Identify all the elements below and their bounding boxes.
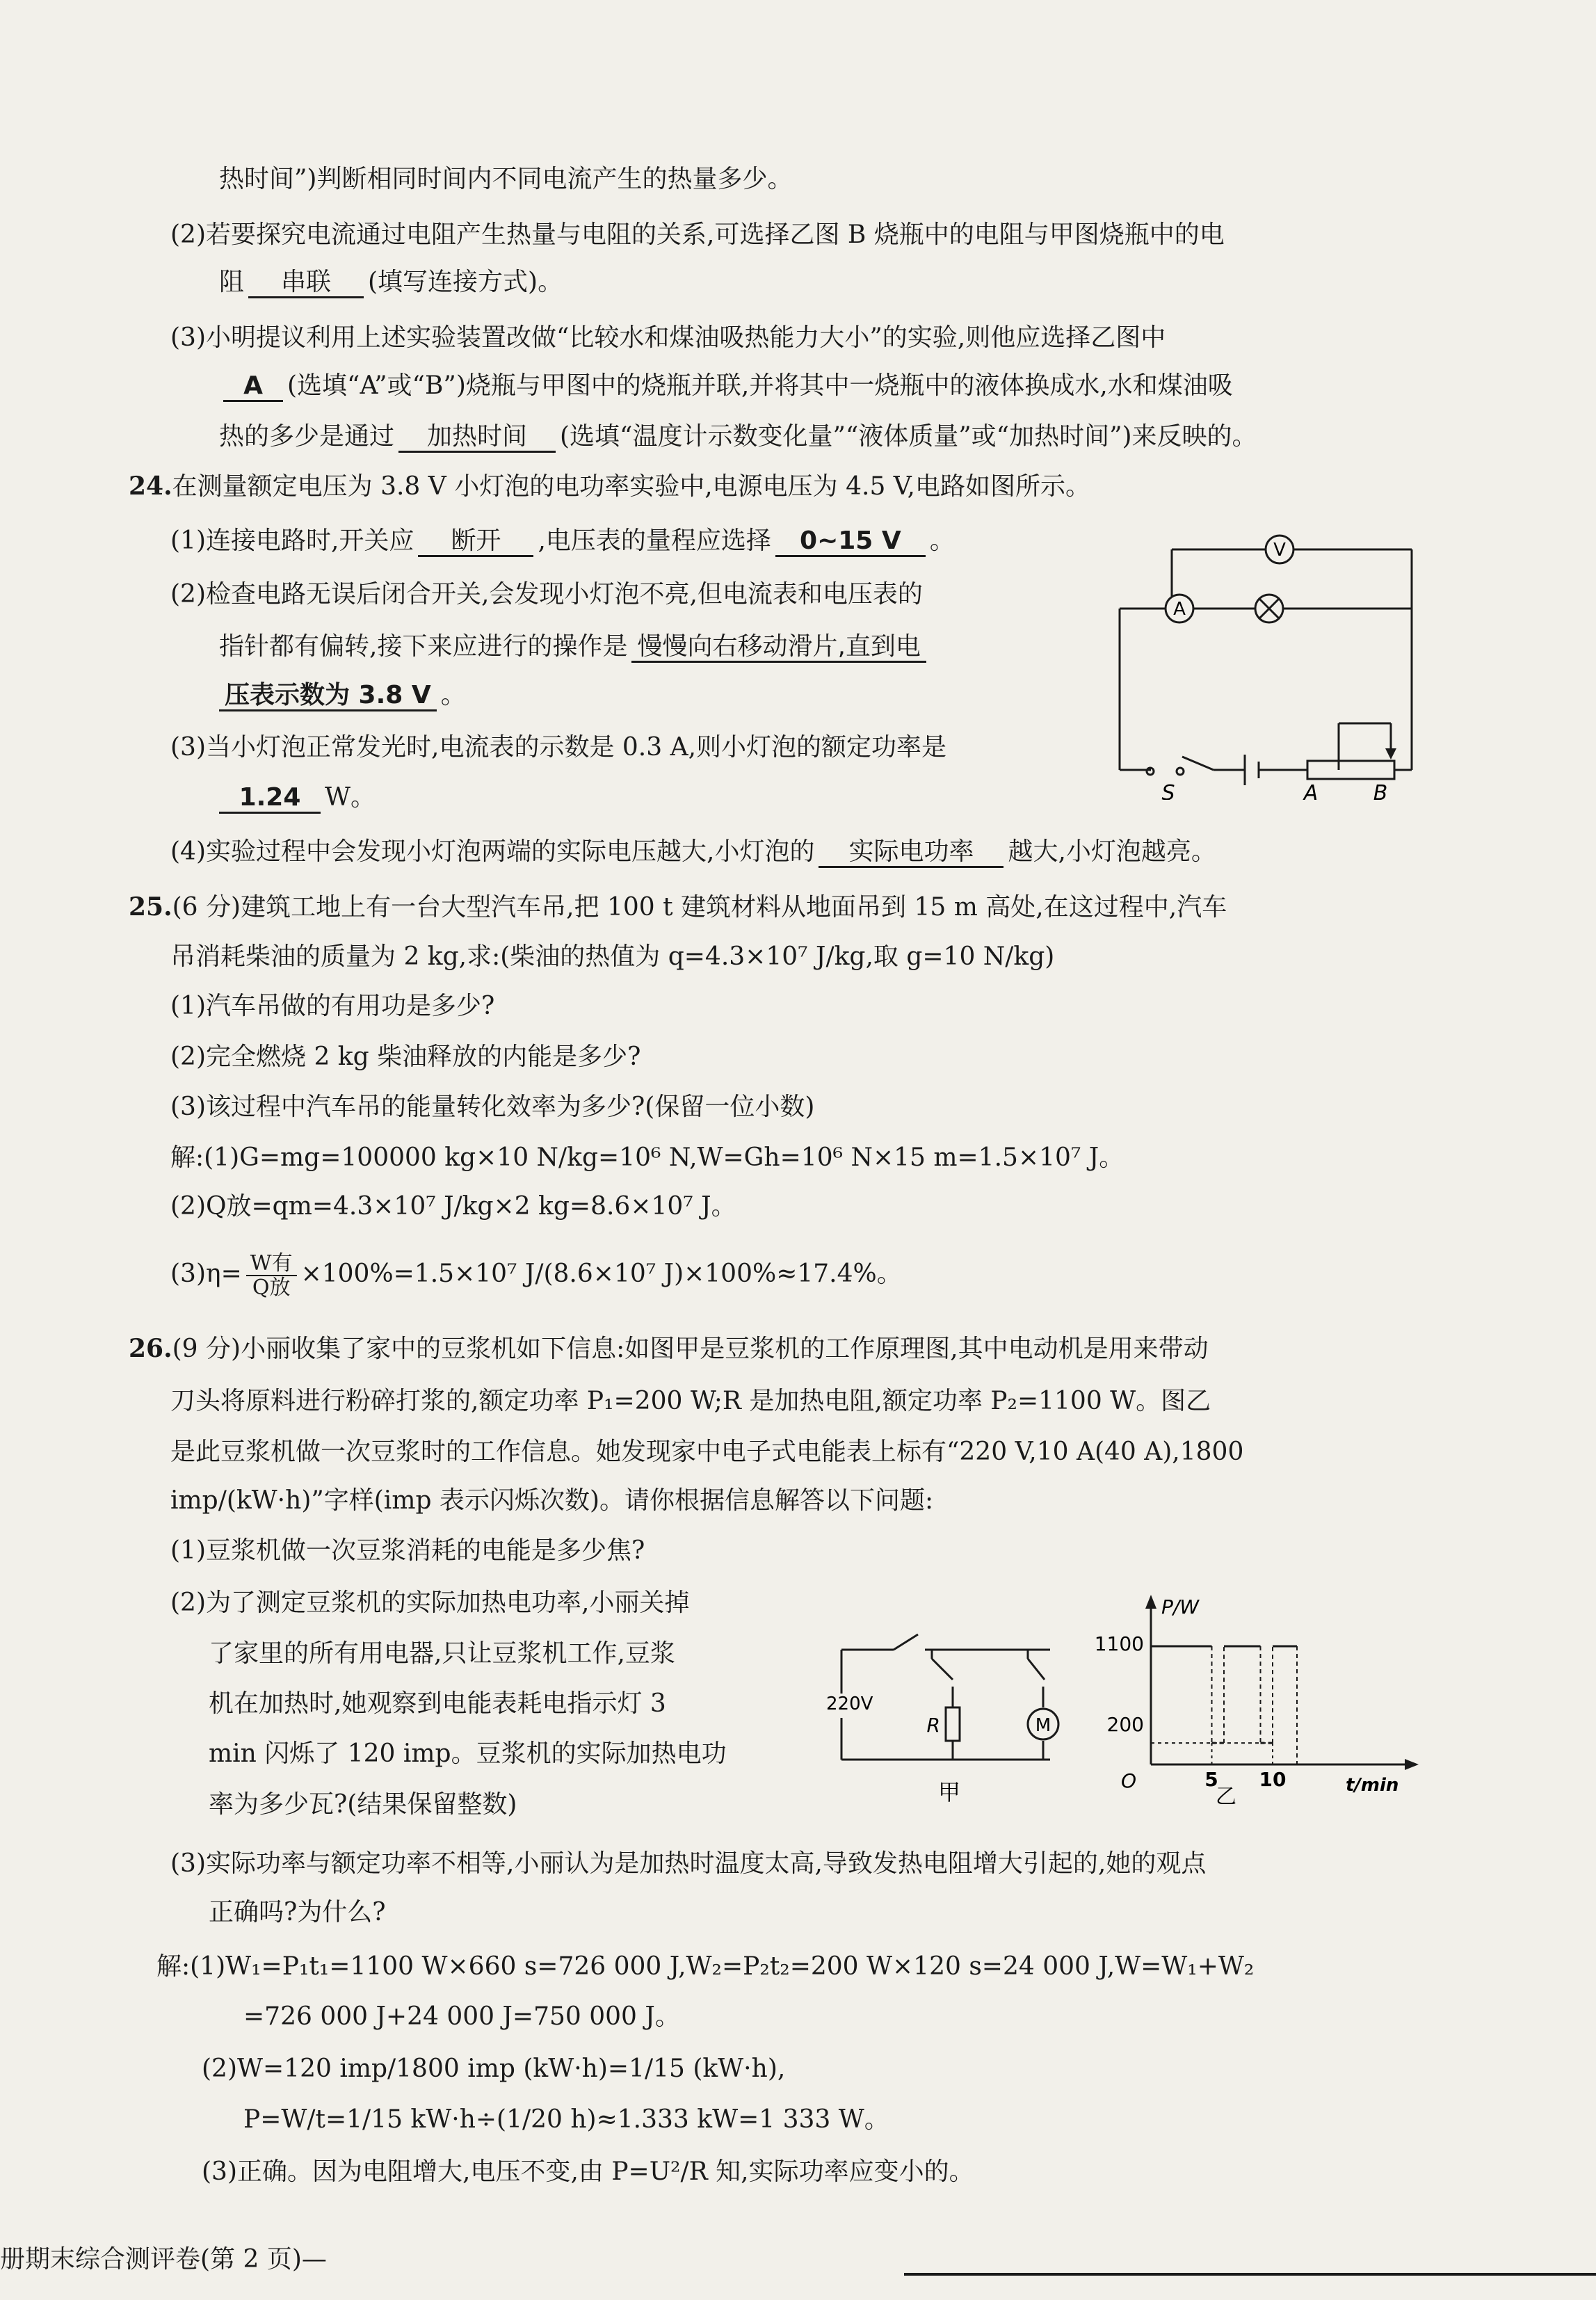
q24-part3b-post: W。 xyxy=(325,783,376,812)
motor-label: M xyxy=(1035,1715,1051,1736)
q26-part3b: 正确吗?为什么? xyxy=(209,1898,386,1927)
page-footer: 册期末综合测评卷(第 2 页)— xyxy=(0,2245,327,2274)
y-axis-label: P/W xyxy=(1161,1595,1200,1618)
x-tick-10: 10 xyxy=(1259,1768,1287,1791)
q24-part2b-pre: 指针都有偏转,接下来应进行的操作是 xyxy=(219,632,628,661)
q26-solution1a: 解:(1)W₁=P₁t₁=1100 W×660 s=726 000 J,W₂=P₂t₂=200 W×120 s=24 000 J,W=W₁+W₂ xyxy=(156,1952,1255,1981)
q23-part3c-pre: 热的多少是通过 xyxy=(219,422,395,451)
q24-part1 xyxy=(170,527,955,557)
q26-stem1 xyxy=(129,1335,1209,1363)
q23-answer-series: 串联 xyxy=(248,268,364,298)
q24-part2c xyxy=(219,682,466,711)
footer-rule xyxy=(904,2273,1596,2276)
q25-solution3-pre: (3)η= xyxy=(170,1260,242,1288)
q24-part3a: (3)当小灯泡正常发光时,电流表的示数是 0.3 A,则小灯泡的额定功率是 xyxy=(170,733,947,762)
q24-answer-range: 0~15 V xyxy=(775,527,926,557)
y-tick-200: 200 xyxy=(1106,1713,1144,1736)
q25-part3: (3)该过程中汽车吊的能量转化效率为多少?(保留一位小数) xyxy=(170,1093,815,1121)
q24-answer-actual-power: 实际电功率 xyxy=(819,838,1003,868)
q26-stem2: 刀头将原料进行粉碎打浆的,额定功率 P₁=200 W;R 是加热电阻,额定功率 P₂=1100 W。图乙 xyxy=(170,1387,1211,1415)
q26-solution3: (3)正确。因为电阻增大,电压不变,由 P=U²/R 知,实际功率应变小的。 xyxy=(202,2157,974,2186)
fraction-numerator: W有 xyxy=(246,1252,297,1276)
q24-answer-operation-2: 压表示数为 3.8 V xyxy=(219,682,437,711)
resistor-label: R xyxy=(926,1714,940,1737)
x-axis-label: t/min xyxy=(1346,1775,1399,1796)
q24-part1-mid: ,电压表的量程应选择 xyxy=(538,526,771,555)
q25-solution2: (2)Q放=qm=4.3×10⁷ J/kg×2 kg=8.6×10⁷ J。 xyxy=(170,1192,736,1221)
q26-stem3: 是此豆浆机做一次豆浆时的工作信息。她发现家中电子式电能表上标有“220 V,10 A(40 A),1800 xyxy=(170,1438,1244,1466)
q26-part2a: (2)为了测定豆浆机的实际加热电功率,小丽关掉 xyxy=(170,1589,690,1617)
rheostat-end-a-label: A xyxy=(1303,781,1319,800)
x-axis-arrow xyxy=(1405,1759,1419,1770)
q25-part1: (1)汽车吊做的有用功是多少? xyxy=(170,992,495,1020)
figure-jia-caption: 甲 xyxy=(937,1779,961,1806)
origin-label: O xyxy=(1120,1769,1137,1792)
q24-answer-operation-1: 慢慢向右移动滑片,直到电 xyxy=(631,633,926,663)
ammeter-label: A xyxy=(1173,599,1186,620)
efficiency-fraction xyxy=(246,1252,297,1299)
q24-stem-text: 在测量额定电压为 3.8 V 小灯泡的电功率实验中,电源电压为 4.5 V,电路如图所示。 xyxy=(172,472,1090,501)
q23-part3a: (3)小明提议利用上述实验装置改做“比较水和煤油吸热能力大小”的实验,则他应选择乙图中 xyxy=(170,323,1166,352)
y-axis-arrow xyxy=(1145,1595,1156,1609)
q23-part2b-post: (填写连接方式)。 xyxy=(368,268,563,296)
q24-part2a: (2)检查电路无误后闭合开关,会发现小灯泡不亮,但电流表和电压表的 xyxy=(170,580,923,609)
q24-answer-power: 1.24 xyxy=(219,784,321,814)
q25-stem1-text: (6 分)建筑工地上有一台大型汽车吊,把 100 t 建筑材料从地面吊到 15 m 高处,在这过程中,汽车 xyxy=(172,893,1227,922)
voltage-label: 220V xyxy=(826,1694,873,1714)
q25-part2: (2)完全燃烧 2 kg 柴油释放的内能是多少? xyxy=(170,1043,641,1071)
q26-stem1-text: (9 分)小丽收集了家中的豆浆机如下信息:如图甲是豆浆机的工作原理图,其中电动机是用来带动 xyxy=(172,1335,1209,1363)
q25-solution3-post: ×100%=1.5×10⁷ J/(8.6×10⁷ J)×100%≈17.4%。 xyxy=(300,1260,902,1288)
q24-part4-post: 越大,小灯泡越亮。 xyxy=(1008,837,1216,866)
q24-part1-post: 。 xyxy=(929,526,955,555)
q23-part3b-post: (选填“A”或“B”)烧瓶与甲图中的烧瓶并联,并将其中一烧瓶中的液体换成水,水和煤油吸 xyxy=(287,371,1233,400)
q23-line1: 热时间”)判断相同时间内不同电流产生的热量多少。 xyxy=(219,165,793,193)
q24-part1-pre: (1)连接电路时,开关应 xyxy=(170,526,414,555)
q24-part4-pre: (4)实验过程中会发现小灯泡两端的实际电压越大,小灯泡的 xyxy=(170,837,815,866)
q26-number: 26. xyxy=(129,1334,172,1363)
figure-yi-caption: 乙 xyxy=(1216,1785,1236,1809)
q25-number: 25. xyxy=(129,892,172,922)
q23-part3c xyxy=(219,423,1257,453)
q26-part2b: 了家里的所有用电器,只让豆浆机工作,豆浆 xyxy=(209,1639,675,1668)
q23-part2b-pre: 阻 xyxy=(219,268,245,296)
q23-part3c-post: (选填“温度计示数变化量”“液体质量”或“加热时间”)来反映的。 xyxy=(560,422,1257,451)
x-tick-5: 5 xyxy=(1204,1768,1218,1791)
q26-solution2b: P=W/t=1/15 kW·h÷(1/20 h)≈1.333 kW=1 333 W。 xyxy=(243,2105,889,2134)
q23-part3b xyxy=(219,372,1233,402)
q24-answer-open: 断开 xyxy=(418,527,533,557)
fraction-denominator: Q放 xyxy=(252,1276,291,1300)
q23-answer-A: A xyxy=(223,372,283,402)
q26-solution2a: (2)W=120 imp/1800 imp (kW·h)=1/15 (kW·h), xyxy=(202,2054,786,2083)
q26-solution1b: =726 000 J+24 000 J=750 000 J。 xyxy=(243,2002,680,2031)
q26-stem4: imp/(kW·h)”字样(imp 表示闪烁次数)。请你根据信息解答以下问题: xyxy=(170,1486,934,1515)
q24-part3b xyxy=(219,784,376,814)
q24-part4 xyxy=(170,838,1216,868)
q23-part2a: (2)若要探究电流通过电阻产生热量与电阻的关系,可选择乙图 B 烧瓶中的电阻与甲图烧瓶中的电 xyxy=(170,220,1225,249)
q24-circuit-diagram xyxy=(1099,522,1433,800)
y-tick-1100: 1100 xyxy=(1094,1632,1144,1655)
switch-label: S xyxy=(1161,781,1175,800)
q25-solution1: 解:(1)G=mg=100000 kg×10 N/kg=10⁶ N,W=Gh=10⁶ N×15 m=1.5×10⁷ J。 xyxy=(170,1143,1125,1172)
q26-part2e: 率为多少瓦?(结果保留整数) xyxy=(209,1790,517,1819)
power-time-chart xyxy=(1074,1589,1436,1812)
q26-part2c: 机在加热时,她观察到电能表耗电指示灯 3 xyxy=(209,1689,666,1718)
q23-answer-heating-time: 加热时间 xyxy=(398,423,556,453)
q26-part2d: min 闪烁了 120 imp。豆浆机的实际加热电功 xyxy=(209,1739,727,1768)
q25-solution3 xyxy=(170,1252,902,1299)
q23-part2b xyxy=(219,268,563,298)
voltmeter-label: V xyxy=(1273,540,1286,561)
q26-part3a: (3)实际功率与额定功率不相等,小丽认为是加热时温度太高,导致发热电阻增大引起的,她的观点 xyxy=(170,1849,1207,1878)
soymilk-circuit-diagram xyxy=(821,1621,1064,1808)
q26-part1: (1)豆浆机做一次豆浆消耗的电能是多少焦? xyxy=(170,1536,645,1565)
q24-number: 24. xyxy=(129,472,172,501)
q24-stem xyxy=(129,473,1090,501)
q25-stem1 xyxy=(129,894,1227,922)
q25-stem2: 吊消耗柴油的质量为 2 kg,求:(柴油的热值为 q=4.3×10⁷ J/kg,取 g=10 N/kg) xyxy=(170,942,1055,971)
rheostat-end-b-label: B xyxy=(1373,781,1388,800)
q24-part2c-post: 。 xyxy=(440,681,466,709)
q24-part2b xyxy=(219,633,930,663)
